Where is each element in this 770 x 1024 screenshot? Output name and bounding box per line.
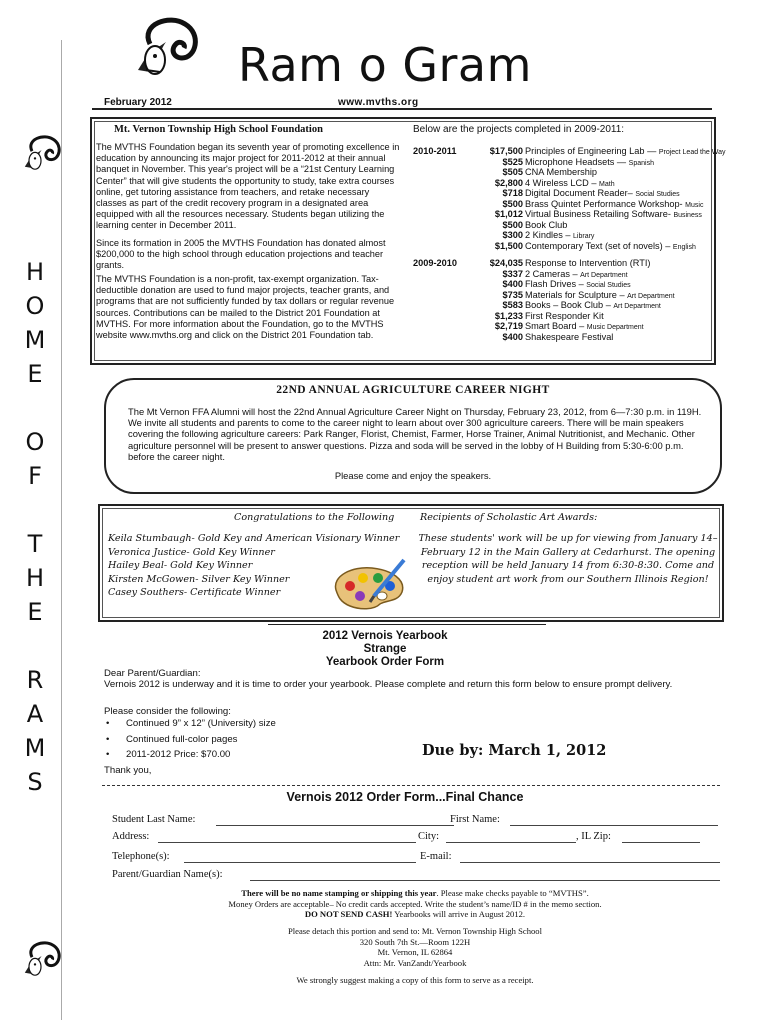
project-description: Books – Book Club – Art Department (525, 300, 661, 310)
email-field[interactable] (460, 862, 720, 863)
phone-field[interactable] (184, 862, 416, 863)
winner-item: Kirsten McGowen- Silver Key Winner (108, 573, 290, 585)
project-department: Business (673, 212, 702, 219)
project-department: Art Department (613, 303, 661, 310)
list-item: • 2011-2012 Price: $70.00 (104, 749, 276, 765)
sidebar-letter: R (26, 666, 44, 694)
project-description: CNA Membership (525, 167, 597, 177)
project-description: Principles of Engineering Lab — Project Lead the Way (525, 146, 726, 156)
project-row (413, 199, 713, 210)
newsletter-title: Ram o Gram (238, 38, 532, 92)
project-row (413, 321, 713, 332)
project-row (413, 269, 713, 280)
foundation-paragraph: The MVTHS Foundation began its seventh year of promoting excellence in education by announcing its major project for 2011-2012 at their annual banquet in November. This year's project will be a “21st Century Learning Center” that will give students the opportunity to study, take extra courses online, get tutoring assistance from teachers, and retake necessary classes as part of the credit recovery program in a designated area equipped with all the resources necessary. Students began utilizing the learning center in December 2011. (96, 142, 400, 231)
form-row (112, 851, 720, 865)
project-description: 2 Cameras – Art Department (525, 268, 628, 279)
project-description: Materials for Sculpture – Art Department (525, 289, 675, 300)
sidebar-gap (22, 493, 48, 527)
project-row (413, 157, 713, 168)
sidebar-letter: T (27, 530, 43, 558)
yearbook-features (104, 718, 276, 765)
project-row (413, 167, 713, 178)
project-description: Microphone Headsets — Spanish (525, 156, 654, 167)
project-row (413, 279, 713, 290)
project-amount: $525 (502, 156, 523, 167)
sidebar-letter: H (25, 564, 45, 592)
sidebar-letter: H (25, 258, 45, 286)
project-department: Art Department (580, 271, 628, 279)
project-row (413, 311, 713, 322)
due-date: Due by: March 1, 2012 (422, 742, 607, 759)
address-line: Mt. Vernon, IL 62864 (377, 947, 453, 957)
yearbook-greeting: Dear Parent/Guardian: (104, 668, 201, 679)
project-row (413, 241, 713, 252)
sidebar-letter: E (27, 360, 43, 388)
project-department: Math (599, 180, 615, 188)
project-row (413, 290, 713, 301)
project-amount: $735 (502, 289, 523, 300)
yearbook-intro: Vernois 2012 is underway and it is time to order your yearbook. Please complete and return this form below to ensure prompt delivery. (104, 679, 673, 690)
yearbook-thanks: Thank you, (104, 765, 152, 776)
project-amount: $300 (502, 230, 523, 240)
form-row (112, 831, 720, 845)
zip-field[interactable] (622, 842, 700, 843)
project-amount: $2,800 (494, 177, 523, 188)
winner-item: Hailey Beal- Gold Key Winner (108, 560, 253, 572)
sidebar-letter: A (26, 700, 44, 728)
art-awards-body: These students' work will be up for viewing from January 14–February 12 in the Main Gallery at Cedarhurst. The opening reception will be held January 14 from 6:30-8:30. Come and enjoy student art work from our Southern Illinois Region! (418, 533, 718, 585)
project-description: Digital Document Reader– Social Studies (525, 188, 680, 198)
project-year: 2010-2011 (413, 146, 457, 156)
project-description: 4 Wireless LCD – Math (525, 177, 615, 188)
project-row (413, 300, 713, 311)
payable-note: . Please make checks payable to “MVTHS”. (436, 888, 589, 898)
project-amount: $718 (502, 188, 523, 198)
project-department: Music (685, 201, 704, 209)
project-department: Music Department (586, 324, 644, 331)
projects-intro: Below are the projects completed in 2009-2011: (413, 124, 625, 135)
detach-line (102, 785, 720, 786)
guardian-label: Parent/Guardian Name(s): (112, 869, 223, 880)
paint-palette-icon (330, 556, 412, 612)
art-awards-heading-left: Congratulations to the Following (234, 512, 395, 523)
foundation-paragraph: Since its formation in 2005 the MVTHS Foundation has donated almost $200,000 to the high school through education projections and teacher grants. (96, 238, 386, 271)
project-department: Spanish (628, 159, 654, 167)
project-amount: $500 (502, 219, 523, 230)
form-row (112, 814, 720, 828)
project-row (413, 230, 713, 241)
project-department: Library (573, 233, 595, 240)
project-description: Virtual Business Retailing Software- Business (525, 209, 702, 219)
winner-item: Veronica Justice- Gold Key Winner (108, 546, 275, 558)
yearbook-consider: Please consider the following: (104, 706, 231, 717)
project-description: Book Club (525, 219, 568, 230)
ram-mascot-icon (130, 14, 210, 80)
form-row (112, 869, 720, 883)
foundation-heading: Mt. Vernon Township High School Foundation (114, 124, 323, 135)
yearbook-theme: Strange (363, 643, 407, 655)
project-amount: $17,500 (489, 146, 523, 156)
guardian-field[interactable] (250, 880, 720, 881)
project-row (413, 188, 713, 199)
project-amount: $400 (502, 279, 523, 289)
yearbook-title: 2012 Vernois Yearbook (322, 630, 448, 642)
sidebar-letter: S (27, 768, 43, 796)
project-amount: $2,719 (494, 321, 523, 331)
ram-mascot-icon (20, 132, 68, 174)
project-amount: $1,500 (494, 240, 523, 251)
project-amount: $400 (502, 331, 523, 342)
website-url: www.mvths.org (338, 97, 419, 108)
arrival-note: Yearbooks will arrive in August 2012. (392, 909, 526, 919)
project-description: Response to Intervention (RTI) (525, 258, 651, 268)
project-amount: $500 (502, 198, 523, 209)
address-line: 320 South 7th St.—Room 122H (359, 936, 471, 947)
project-amount: $337 (502, 268, 523, 279)
project-amount: $583 (502, 300, 523, 310)
project-amount: $505 (502, 167, 523, 177)
phone-label: Telephone(s): (112, 851, 170, 862)
project-description: Brass Quintet Performance Workshop- Music (525, 198, 704, 209)
project-description: First Responder Kit (525, 310, 604, 321)
project-year: 2009-2010 (413, 258, 457, 268)
career-night-heading: 22ND ANNUAL AGRICULTURE CAREER NIGHT (276, 384, 550, 396)
address-field[interactable] (158, 842, 416, 843)
mailing-address (0, 926, 770, 968)
address-line: Attn: Mr. VanZandt/Yearbook (363, 957, 467, 968)
project-amount: $1,233 (494, 310, 523, 321)
project-amount: $1,012 (494, 209, 523, 219)
project-description: Shakespeare Festival (525, 331, 614, 342)
yearbook-form-title: Yearbook Order Form (325, 656, 445, 668)
project-department: English (672, 243, 696, 251)
career-night-body: The Mt Vernon FFA Alumni will host the 22nd Annual Agriculture Career Night on Thursday, February 23, 2012, from 6—7:30 p.m. in 119H. We invite all students and parents to come to the career night to learn about over 300 agriculture careers. There will be main speakers covering the following agriculture careers: Park Ranger, Florist, Chemist, Farmer, Horse Trainer, Animal Nutritionist, and Mechanic. Other agriculture personnel will be present to answer questions. Pizza and soda will be served in the lobby of H Building from 5:30-6:00 p.m. before the career night. (128, 406, 702, 462)
sidebar-gap (22, 391, 48, 425)
project-row (413, 146, 726, 157)
project-row (413, 220, 713, 231)
project-department: Art Department (627, 292, 675, 300)
sidebar-letter: O (25, 292, 45, 320)
sidebar-letter: O (25, 428, 45, 456)
project-row (413, 258, 713, 269)
city-label: City: (418, 831, 440, 842)
sidebar-letter: E (27, 598, 43, 626)
winner-item: Casey Southers- Certificate Winner (108, 587, 281, 599)
city-field[interactable] (446, 842, 576, 843)
no-stamping-note: There will be no name stamping or shipping this year (241, 888, 437, 898)
last-name-label: Student Last Name: (112, 814, 196, 825)
project-department: Social Studies (586, 282, 631, 289)
receipt-note: We strongly suggest making a copy of this form to serve as a receipt. (296, 975, 534, 985)
sidebar-letter: M (24, 326, 46, 354)
header-rule (92, 108, 712, 110)
project-description: Flash Drives – Social Studies (525, 279, 631, 289)
margin-line (61, 40, 62, 1020)
issue-date: February 2012 (104, 97, 172, 108)
email-label: E-mail: (420, 851, 452, 862)
first-name-field[interactable] (510, 825, 718, 826)
art-awards-heading-right: Recipients of Scholastic Art Awards: (420, 512, 598, 523)
first-name-label: First Name: (450, 814, 500, 825)
project-description: Smart Board – Music Department (525, 321, 644, 331)
project-department: Project Lead the Way (658, 149, 726, 156)
order-form-title: Vernois 2012 Order Form...Final Chance (286, 790, 524, 804)
project-row (413, 178, 713, 189)
sidebar-home-of-the-rams (22, 255, 48, 799)
sidebar-letter: F (28, 462, 42, 490)
last-name-field[interactable] (216, 825, 454, 826)
foundation-paragraph: The MVTHS Foundation is a non-profit, tax-exempt organization. Tax-deductible donation are used to fund major projects, teacher grants, and programs that are not sufficiently funded by tax dollars or regular revenue sources. Contributions can be mailed to the District 201 Foundation at MVTHS. For more information about the Foundation, go to the MVTHS website www.mvths.org and click on the District 201 Foundation tab. (96, 274, 395, 341)
project-description: Contemporary Text (set of novels) – English (525, 240, 696, 251)
list-item: • Continued full-color pages (104, 734, 276, 750)
section-divider (268, 624, 546, 625)
project-row (413, 209, 713, 220)
address-line: Please detach this portion and send to: Mt. Vernon Township High School (287, 926, 542, 936)
no-cash-note: DO NOT SEND CASH! (304, 909, 393, 919)
address-label: Address: (112, 831, 150, 842)
money-order-note: Money Orders are acceptable– No credit cards accepted. Write the student’s name/ID # in the memo section. (228, 898, 602, 909)
winner-item: Keila Stumbaugh- Gold Key and American Visionary Winner (108, 533, 400, 544)
project-amount: $24,035 (489, 258, 523, 268)
list-item: • Continued 9” x 12” (University) size (104, 718, 276, 734)
sidebar-letter: M (24, 734, 46, 762)
order-instructions (0, 888, 770, 920)
project-row (413, 332, 713, 343)
project-description: 2 Kindles – Library (525, 230, 595, 240)
career-night-closing: Please come and enjoy the speakers. (334, 470, 492, 481)
project-department: Social Studies (635, 191, 680, 198)
zip-label: , IL Zip: (576, 831, 611, 842)
